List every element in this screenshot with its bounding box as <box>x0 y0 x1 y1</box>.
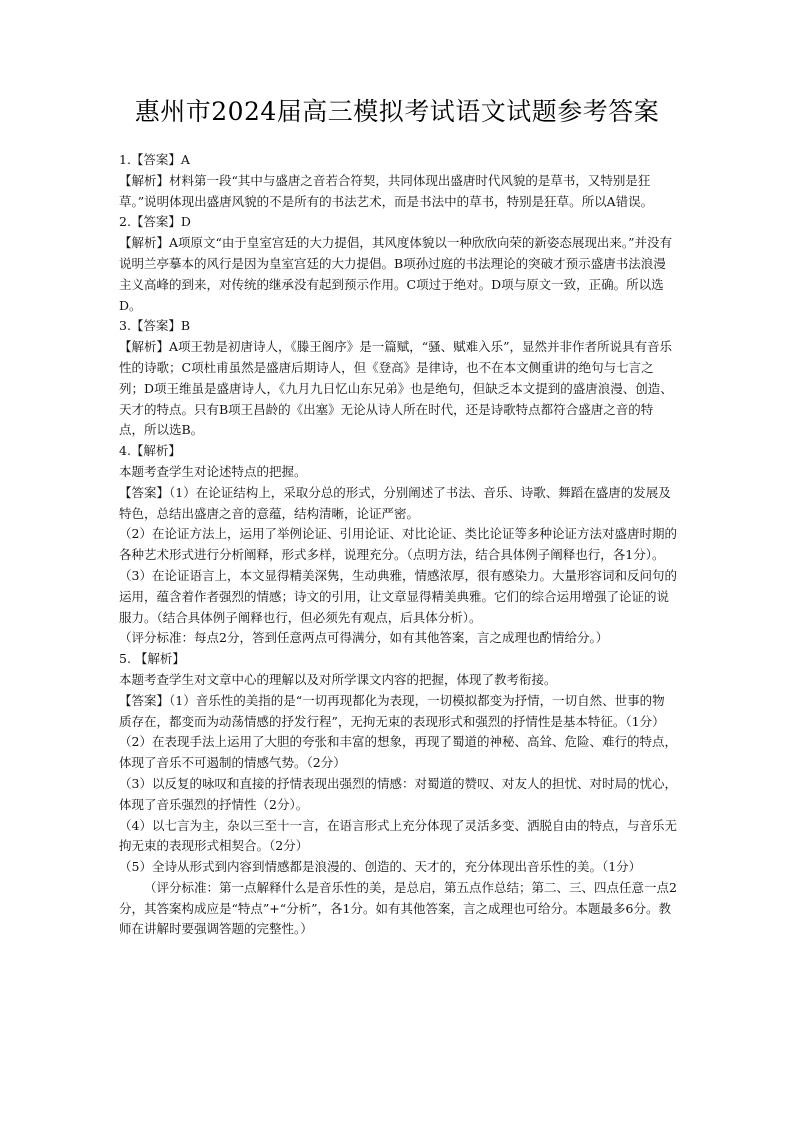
answer-2-analysis: 【解析】A项原文“由于皇室宫廷的大力提倡，其风度体貌以一种欣欣向荣的新姿态展现出来。”并没有说明兰亭摹本的风行是因为皇室宫廷的大力提倡。B项孙过庭的书法理论的突破才预示盛唐书法浪漫主义高峰的到来，对传统的继承没有起到预示作用。C项过于绝对。D项与原文一致，正确。所以选D。 <box>119 235 673 313</box>
answer-4-point-3: （3）在论证语言上，本文显得精美深隽，生动典雅，情感浓厚，很有感染力。大量形容词和反问句的运用，蕴含着作者强烈的情感；诗文的引用，让文章显得精美典雅。它们的综合运用增强了论证的说服力。（结合具体例子阐释也行，但必须先有观点，后具体分析）。 <box>119 567 677 625</box>
answer-3-heading: 3.【答案】B <box>119 318 191 334</box>
answer-3-analysis: 【解析】A项王勃是初唐诗人，《滕王阁序》是一篇赋，“骚、赋难入乐”，显然并非作者所说具有音乐性的诗歌；C项杜甫虽然是盛唐后期诗人，但《登高》是律诗，也不在本文侧重讲的绝句与七言之列；D项王维虽是盛唐诗人，《九月九日忆山东兄弟》也是绝句，但缺乏本文提到的盛唐浪漫、创造、天才的特点。只有B项王昌龄的《出塞》无论从诗人所在时代，还是诗歌特点都符合盛唐之音的特点，所以选B。 <box>119 339 673 438</box>
page-title: 惠州市2024届高三模拟考试语文试题参考答案 <box>134 97 660 126</box>
answer-5-scoring: （评分标准：第一点解释什么是音乐性的美，是总启，第五点作总结；第二、三、四点任意一点2分，其答案构成应是“特点”+“分析”，各1分。如有其他答案，言之成理也可给分。本题最多6分。教师在讲解时要强调答题的完整性。） <box>119 879 677 937</box>
answer-4-intro: 本题考查学生对论述特点的把握。 <box>119 463 307 479</box>
answer-5-point-4: （4）以七言为主，杂以三至十一言，在语言形式上充分体现了灵活多变、洒脱自由的特点，与音乐无拘无束的表现形式相契合。（2分） <box>119 817 677 854</box>
answer-5-point-1: 【答案】（1）音乐性的美指的是“一切再现都化为表现，一切模拟都变为抒情，一切自然、世事的物质存在，都变而为动荡情感的抒发行程”，无拘无束的表现形式和强烈的抒情性是基本特征。（1分） <box>119 692 665 729</box>
answer-4-heading: 4.【解析】 <box>119 443 181 459</box>
answer-body <box>119 150 677 940</box>
answer-4-point-2: （2）在论证方法上，运用了举例论证、引用论证、对比论证、类比论证等多种论证方法对盛唐时期的各种艺术形式进行分析阐释，形式多样，说理充分。（点明方法，结合具体例子阐释也行，各1分）。 <box>119 526 677 563</box>
answer-5-point-2: （2）在表现手法上运用了大胆的夸张和丰富的想象，再现了蜀道的神秘、高耸、危险、难行的特点，体现了音乐不可遏制的情感气势。（2分） <box>119 734 677 771</box>
answer-1-analysis: 【解析】材料第一段“其中与盛唐之音若合符契，共同体现出盛唐时代风貌的是草书，又特别是狂草。”说明体现出盛唐风貌的不是所有的书法艺术，而是书法中的草书，特别是狂草。所以A错误。 <box>119 172 654 209</box>
answer-1-heading: 1.【答案】A <box>119 152 190 167</box>
answer-5-point-3: （3）以反复的咏叹和直接的抒情表现出强烈的情感：对蜀道的赞叹、对友人的担忧、对时局的忧心，体现了音乐强烈的抒情性（2分）。 <box>119 775 677 812</box>
answer-5-point-5: （5）全诗从形式到内容到情感都是浪漫的、创造的、天才的，充分体现出音乐性的美。（1分） <box>119 859 642 875</box>
answer-4-scoring: （评分标准：每点2分，答到任意两点可得满分，如有其他答案，言之成理也酌情给分。） <box>119 630 609 646</box>
answer-5-intro: 本题考查学生对文章中心的理解以及对所学课文内容的把握，体现了教考衔接。 <box>119 671 557 687</box>
answer-4-point-1: 【答案】（1）在论证结构上，采取分总的形式，分别阐述了书法、音乐、诗歌、舞蹈在盛唐的发展及特色，总结出盛唐之音的意蕴，结构清晰，论证严密。 <box>119 484 671 521</box>
answer-2-heading: 2.【答案】D <box>119 214 191 230</box>
answer-5-heading: 5. 【解析】 <box>119 651 185 667</box>
